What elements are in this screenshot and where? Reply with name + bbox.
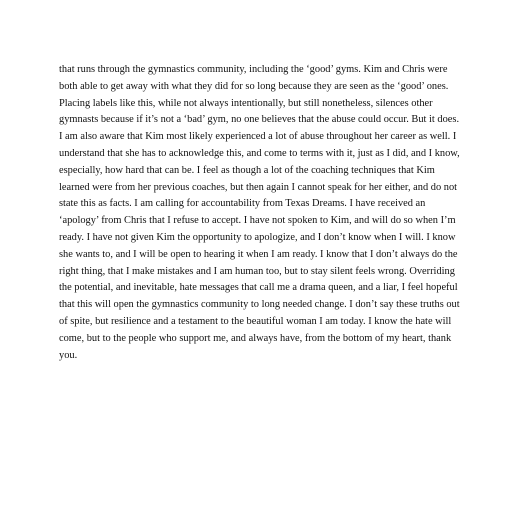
text-line: both able to get away with what they did for so long because they are seen as the ‘good’ ones. xyxy=(59,80,449,92)
text-line: you. xyxy=(59,349,78,361)
text-line: that runs through the gymnastics community, including the ‘good’ gyms. Kim and Chris were xyxy=(59,64,448,75)
text-line: especially, how hard that can be. I feel as though a lot of the coaching techniques that Kim xyxy=(59,164,435,176)
body-paragraph xyxy=(59,62,471,364)
text-line: ready. I have not given Kim the opportunity to apologize, and I don’t know when I will. I know xyxy=(59,231,456,243)
text-line: come, but to the people who support me, and always have, from the bottom of my heart, thank xyxy=(59,332,452,344)
text-line: that this will open the gymnastics community to long needed change. I don’t say these truths out xyxy=(59,299,460,311)
text-line: of spite, but resilience and a testament to the beautiful woman I am today. I know the hate will xyxy=(59,315,452,327)
text-line: right thing, that I make mistakes and I am human too, but to stay silent feels wrong. Overriding xyxy=(59,265,455,277)
text-line: Placing labels like this, while not always intentionally, but still nonetheless, silences other xyxy=(59,97,433,109)
text-line: learned were from her previous coaches, but then again I cannot speak for her either, and do not xyxy=(59,181,458,193)
text-line: she wants to, and I will be open to hearing it when I am ready. I know that I don’t always do the xyxy=(59,248,458,260)
text-line: state this as facts. I am calling for accountability from Texas Dreams. I have received an xyxy=(59,198,426,210)
text-line: understand that she has to acknowledge this, and come to terms with it, just as I did, and I know, xyxy=(59,147,460,159)
text-line: the potential, and inevitable, hate messages that call me a drama queen, and a liar, I feel hopeful xyxy=(59,282,458,294)
text-line: gymnasts because if it’s not a ‘bad’ gym, no one believes that the abuse could occur. But it does. xyxy=(59,114,460,126)
text-line: I am also aware that Kim most likely experienced a lot of abuse throughout her career as well. I xyxy=(59,131,457,143)
text-line: ‘apology’ from Chris that I refuse to accept. I have not spoken to Kim, and will do so when I’m xyxy=(59,215,456,227)
